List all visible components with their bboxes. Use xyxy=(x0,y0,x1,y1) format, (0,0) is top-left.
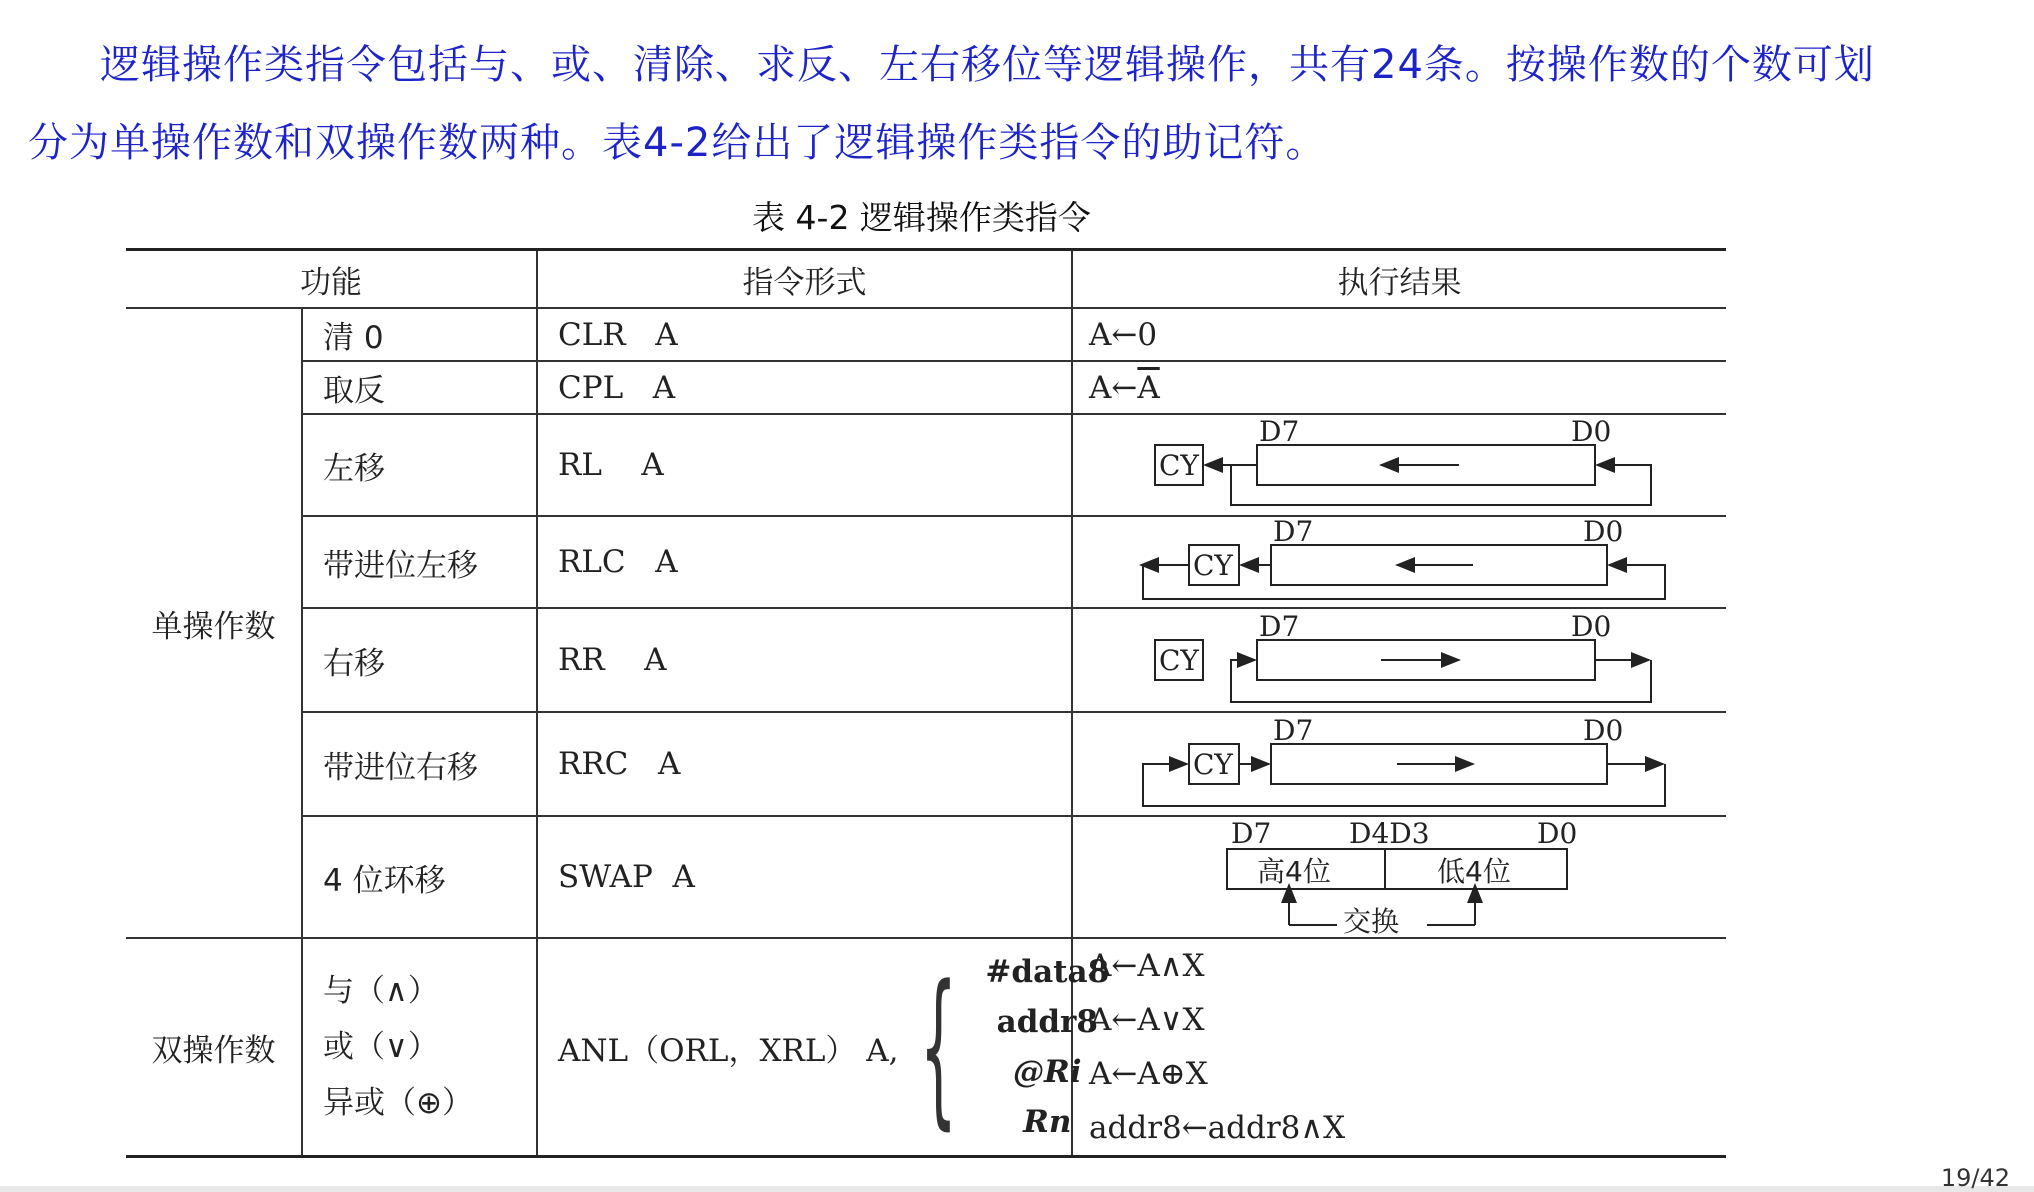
instr-cell xyxy=(537,938,1110,1157)
d4d3-label: D4D3 xyxy=(1349,817,1430,850)
d0-label: D0 xyxy=(1537,817,1578,850)
operand-item: Rn xyxy=(1023,1104,1072,1140)
fn-cell: 带进位左移 xyxy=(302,516,537,608)
cy-label: CY xyxy=(1159,644,1199,677)
instr-cell: RR A xyxy=(537,608,1072,712)
group-single: 单操作数 xyxy=(126,308,302,938)
d7-label: D7 xyxy=(1231,817,1272,850)
fn-or: 或（∨） xyxy=(323,1029,439,1065)
fn-cell: 取反 xyxy=(302,361,537,414)
result-cell xyxy=(1072,938,1726,1157)
cy-label: CY xyxy=(1193,549,1233,582)
header-result: 执行结果 xyxy=(1072,250,1726,309)
result-or: A←A∨X xyxy=(1089,1002,1205,1038)
fn-and: 与（∧） xyxy=(323,973,439,1009)
header-instruction: 指令形式 xyxy=(537,250,1072,309)
fn-cell: 4 位环移 xyxy=(302,816,537,938)
result-cell xyxy=(1072,608,1726,712)
swap-diagram xyxy=(1081,817,1717,937)
table-row xyxy=(126,712,1726,816)
table-row xyxy=(126,816,1726,938)
result-cell xyxy=(1072,414,1726,516)
d0-label: D0 xyxy=(1583,714,1624,747)
instr-cell: SWAP A xyxy=(537,816,1072,938)
result-prefix: A← xyxy=(1089,369,1138,406)
swap-label: 交换 xyxy=(1343,905,1400,937)
result-and: A←A∧X xyxy=(1089,948,1205,984)
dual-instr xyxy=(558,947,1110,1147)
logic-instruction-table xyxy=(126,248,1726,1158)
low-nibble-label: 低4位 xyxy=(1437,855,1511,888)
cy-label: CY xyxy=(1193,748,1233,781)
table-row xyxy=(126,516,1726,608)
table-row xyxy=(126,308,1726,361)
result-not-a: $\overline{A}$ xyxy=(1137,369,1160,406)
dual-instr-text: ANL（ORL，XRL） A, xyxy=(558,1032,899,1069)
rl-diagram xyxy=(1081,415,1717,515)
table-caption: 表 4-2 逻辑操作类指令 xyxy=(752,198,1091,237)
rr-diagram xyxy=(1081,610,1717,710)
fn-cell xyxy=(302,938,537,1157)
instr-cell: RRC A xyxy=(537,712,1072,816)
table-row xyxy=(126,938,1726,1157)
instr-cell: RLC A xyxy=(537,516,1072,608)
header-function: 功能 xyxy=(126,250,537,309)
d0-label: D0 xyxy=(1571,610,1612,643)
operand-item: #data8 xyxy=(985,954,1110,990)
d0-label: D0 xyxy=(1583,517,1624,548)
intro-line-2: 分为单操作数和双操作数两种。表4-2给出了逻辑操作类指令的助记符。 xyxy=(28,120,1327,166)
d7-label: D7 xyxy=(1273,714,1314,747)
d7-label: D7 xyxy=(1259,610,1300,643)
d0-label: D0 xyxy=(1571,415,1612,448)
instr-cell: CLR A xyxy=(537,308,1072,361)
fn-xor: 异或（⊕） xyxy=(323,1085,473,1121)
intro-line-1: 逻辑操作类指令包括与、或、清除、求反、左右移位等逻辑操作，共有24条。按操作数的个数可划 xyxy=(100,42,1875,88)
fn-cell: 带进位右移 xyxy=(302,712,537,816)
operand-item: addr8 xyxy=(996,1004,1098,1040)
fn-cell: 清 0 xyxy=(302,308,537,361)
header-row xyxy=(126,250,1726,309)
fn-cell: 右移 xyxy=(302,608,537,712)
result-xor: A←A⊕X xyxy=(1089,1056,1208,1092)
d7-label: D7 xyxy=(1259,415,1300,448)
d7-label: D7 xyxy=(1273,517,1314,548)
intro-paragraph xyxy=(28,26,2018,182)
rlc-diagram xyxy=(1081,517,1717,607)
page-indicator[interactable]: 19/42 xyxy=(1940,1164,2010,1192)
table-row xyxy=(126,608,1726,712)
result-addr8: addr8←addr8∧X xyxy=(1089,1110,1346,1146)
instr-cell: RL A xyxy=(537,414,1072,516)
result-cell xyxy=(1072,816,1726,938)
operand-item: @Ri xyxy=(1013,1054,1082,1090)
bottom-toolbar xyxy=(0,1186,2034,1192)
table-row xyxy=(126,414,1726,516)
cy-label: CY xyxy=(1159,449,1199,482)
fn-cell: 左移 xyxy=(302,414,537,516)
result-cell: A←0 xyxy=(1072,308,1726,361)
high-nibble-label: 高4位 xyxy=(1257,855,1331,888)
rrc-diagram xyxy=(1081,714,1717,814)
instr-cell: CPL A xyxy=(537,361,1072,414)
result-cell xyxy=(1072,516,1726,608)
result-cell xyxy=(1072,712,1726,816)
group-dual: 双操作数 xyxy=(126,938,302,1157)
table-row xyxy=(126,361,1726,414)
result-cell xyxy=(1072,361,1726,414)
brace-icon: { xyxy=(919,949,957,1145)
